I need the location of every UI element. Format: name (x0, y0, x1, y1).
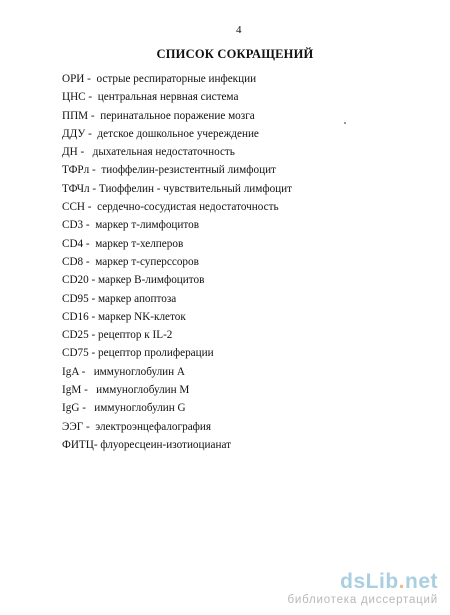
list-item (62, 70, 292, 88)
page-number: 4 (236, 24, 242, 36)
list-item (62, 418, 292, 436)
abbreviation-entry: ЭЭГ - электроэнцефалография (62, 420, 212, 433)
list-item (62, 143, 292, 161)
list-item (62, 198, 292, 216)
list-item (62, 253, 292, 271)
abbreviation-entry: ФИТЦ- флуоресцеин-изотиоцианат (62, 438, 232, 451)
abbreviation-entry: IgM - иммуноглобулин М (62, 384, 190, 397)
abbreviation-entry: ССН - сердечно-сосудистая недостаточность (62, 201, 279, 214)
list-item (62, 381, 292, 399)
list-item (62, 271, 292, 289)
abbreviation-entry: CD20 - маркер В-лимфоцитов (62, 274, 205, 287)
scan-speck (344, 122, 346, 124)
list-item (62, 363, 292, 381)
abbreviation-list (62, 70, 292, 454)
watermark-logo (287, 571, 438, 593)
list-item (62, 399, 292, 417)
abbreviation-entry: ДН - дыхательная недостаточность (62, 146, 235, 159)
list-item (62, 125, 292, 143)
abbreviation-entry: CD25 - рецептор к IL-2 (62, 329, 173, 342)
abbreviation-entry: ЦНС - центральная нервная система (62, 91, 239, 104)
abbreviation-entry: CD16 - маркер NK-клеток (62, 310, 186, 323)
list-item (62, 290, 292, 308)
abbreviation-entry: CD3 - маркер т-лимфоцитов (62, 219, 200, 232)
abbreviation-entry: IgA - иммуноглобулин А (62, 365, 186, 378)
page-title: СПИСОК СОКРАЩЕНИЙ (156, 47, 314, 61)
abbreviation-entry: CD8 - маркер т-суперссоров (62, 255, 199, 268)
watermark-subtitle: библиотека диссертаций (287, 594, 438, 606)
abbreviation-entry: CD75 - рецептор пролиферации (62, 347, 214, 360)
list-item (62, 216, 292, 234)
abbreviation-entry: IgG - иммуноглобулин G (62, 402, 186, 415)
watermark-logo-dot: . (398, 570, 405, 593)
list-item (62, 107, 292, 125)
abbreviation-entry: ППМ - перинатальное поражение мозга (62, 109, 255, 122)
abbreviation-entry: CD4 - маркер т-хелперов (62, 237, 184, 250)
abbreviation-entry: ОРИ - острые респираторные инфекции (62, 73, 257, 85)
abbreviation-entry: ДДУ - детское дошкольное учереждение (62, 127, 259, 140)
watermark-logo-main: dsLib (340, 570, 399, 593)
list-item (62, 344, 292, 362)
list-item (62, 88, 292, 106)
abbreviation-entry: CD95 - маркер апоптоза (62, 292, 177, 305)
list-item (62, 180, 292, 198)
watermark (287, 571, 438, 607)
list-item (62, 161, 292, 179)
list-item (62, 436, 292, 454)
abbreviation-entry: ТФРл - тиоффелин-резистентный лимфоцит (62, 164, 276, 177)
list-item (62, 235, 292, 253)
list-item (62, 308, 292, 326)
watermark-logo-tld: net (405, 570, 438, 593)
list-item (62, 326, 292, 344)
abbreviation-entry: ТФЧл - Тиоффелин - чувствительный лимфоцит (62, 182, 293, 195)
